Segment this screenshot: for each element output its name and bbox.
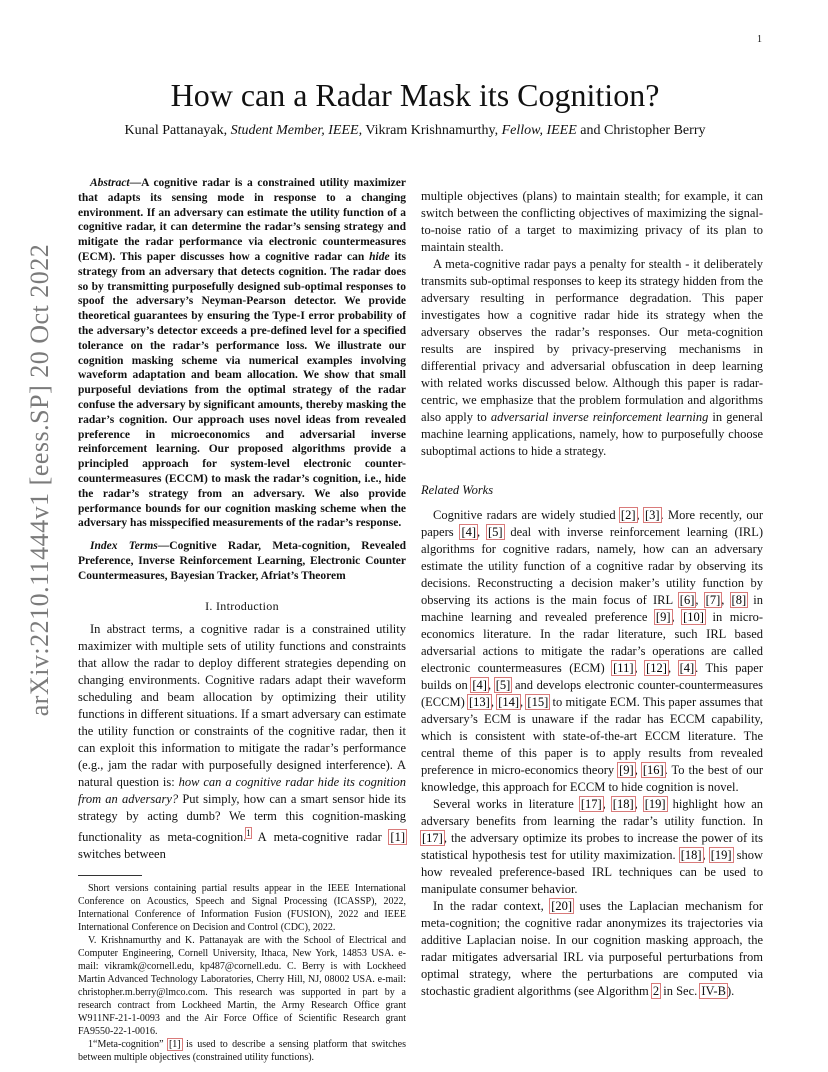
footnote-divider [78, 875, 142, 876]
paragraph-text: , [634, 797, 644, 811]
paragraph-text: and develops electronic counter-countermeasures (ECCM) [421, 678, 764, 709]
author-1-role: Student Member, IEEE, [230, 123, 363, 138]
footnote-affiliation: V. Krishnamurthy and K. Pattanayak are with the School of Electrical and Computer Engineering, Cornell University, Ithaca, New York, 14853 USA. e-mail: vikramk@cornell.edu, kp487@cornell.edu. C. Berry is with Lockheed Martin Advanced Technology Laboratories, Cherry Hill, NJ, 08002 USA. e-mail: christopher.m.berry@lmco.com. This research was supported in part by a research contract from Lockheed Martin, the Army Research Office grant W911NF-21-1-0093 and the Air Force Office of Scientific Research grant FA9550-22-1-0016. [78, 934, 406, 1037]
paragraph-text: deal with inverse reinforcement learning (IRL) algorithms for cognitive radars, namely, how can an adversary estimate the utility function of a cognitive radar by observing its decisions. Reconstructing a decision maker’s utility function by observing its actions is the main focus of IRL [421, 525, 764, 607]
paragraph-text: , [634, 661, 646, 675]
citation-link[interactable]: [17] [422, 831, 443, 845]
citation-link[interactable]: [19] [710, 848, 732, 862]
paragraph-text: Several works in literature [433, 797, 580, 811]
footnote-3-text-2: is used to describe a sensing platform that switches between multiple objectives (constrained utility functions). [78, 1038, 406, 1063]
index-terms-label: Index Terms [90, 540, 158, 553]
author-2: Vikram Krishnamurthy, [365, 123, 499, 138]
citation-link[interactable]: [9] [655, 610, 671, 624]
citation-link[interactable]: [20] [551, 899, 573, 913]
footnote-link-1[interactable]: 1 [246, 827, 251, 838]
abstract-text-2: its strategy from an adversary that detects cognition. The radar does so by transmitting purposefully designed sub-optimal responses to spoof the adversary’s Neyman-Pearson detector. We provide theoretical guarantees by ensuring the Type-I error probability of the adversary’s detector exceeds a pre-defined level for a specified tolerance on the radar’s performance loss. We illustrate our cognition masking scheme via numerical examples involving waveform adaptation and beam allocation. We show that small purposeful deviations from the optimal strategy of the radar confuse the adversary by significant amounts, thereby masking the radar’s cognition. Our approach uses novel ideas from revealed preference in microeconomics and adversarial inverse reinforcement learning. Our proposed algorithms provide a principled approach for system-level electronic counter-countermeasures (ECCM) to mask the radar’s cognition, i.e., hide the radar’s strategy from an adversary. We also provide performance bounds for our cognition masking scheme when the adversary has misspecified measurements of the radar’s response. [78, 250, 407, 530]
abstract [78, 176, 406, 531]
right-column [421, 188, 763, 1000]
related-paragraph-3 [421, 898, 763, 1000]
paragraph-text: , [634, 763, 642, 777]
citation-link[interactable]: [7] [705, 593, 721, 607]
subsection-related-works: Related Works [421, 483, 494, 497]
paragraph-text: , [721, 593, 731, 607]
paragraph-text: uses the Laplacian mechanism for meta-cognition; the cognitive radar anonymizes its trajectories via additive Laplacian noise. In our cognition masking approach, the radar mitigates adversarial IRL via purposeful perturbations from optimal strategy, where the perturbations are computed via stochastic gradient algorithms (see Algorithm [421, 899, 764, 998]
paper-title: How can a Radar Mask its Cognition? [170, 77, 660, 113]
citation-link[interactable]: [17] [580, 797, 602, 811]
author-2-role: Fellow, IEEE [501, 123, 577, 138]
author-3: and Christopher Berry [580, 123, 706, 138]
citation-link[interactable]: [3] [644, 508, 660, 522]
index-terms [78, 539, 406, 583]
citation-link[interactable]: [12] [646, 661, 667, 675]
page-number: 1 [757, 34, 762, 45]
citation-link[interactable]: [5] [495, 678, 511, 692]
citation-link[interactable]: [10] [683, 610, 704, 624]
citation-link[interactable]: [14] [498, 695, 520, 709]
related-paragraph-2 [421, 796, 763, 898]
citation-link[interactable]: [1] [168, 1038, 181, 1050]
citation-link[interactable]: [2] [620, 508, 636, 522]
citation-link[interactable]: [16] [642, 763, 664, 777]
author-list [70, 122, 760, 140]
paragraph-text: to mitigate ECM. This paper assumes that adversary’s ECM is unaware if the radar has ECCM capability, which is consistent with state-of-the-art ECCM literature. The central theme of this paper is to apply results from revealed preference in micro-economics theory [421, 695, 764, 777]
paragraph-text: , [477, 525, 487, 539]
paragraph-text: , [520, 695, 527, 709]
citation-link[interactable]: [11] [613, 661, 634, 675]
cross-reference-link[interactable]: IV-B [701, 984, 726, 998]
intro-text-2: Put simply, how can a smart sensor hide its strategy by acting dumb? We term this cognition-masking functionality as meta-cognition. [78, 791, 406, 844]
right-paragraph-2 [421, 256, 763, 460]
paragraph-text: ). [726, 984, 735, 998]
paragraph-text: in micro-economics literature. In the radar literature, such IRL based adversarial actions to mitigate the radar’s operations are called electronic countermeasures (ECM) [421, 610, 764, 675]
right-p2-emphasis: adversarial inverse reinforcement learning [490, 410, 709, 424]
section-heading-introduction: I. Introduction [205, 598, 279, 613]
right-p2-text-2: in general machine learning applications, namely, how to purposefully choose suboptimal actions to hide a strategy. [421, 410, 763, 458]
citation-link[interactable]: [6] [679, 593, 695, 607]
footnote-3-text: 1“Meta-cognition” [88, 1038, 168, 1050]
paragraph-text: , [636, 508, 644, 522]
related-paragraph-1 [421, 507, 763, 796]
citation-link[interactable]: [1] [390, 829, 405, 844]
paragraph-text: in machine learning and revealed preference [421, 593, 763, 624]
author-1: Kunal Pattanayak, [124, 123, 228, 138]
cross-reference-link[interactable]: 2 [652, 984, 660, 998]
paragraph-text: , [487, 678, 495, 692]
paragraph-text: . More recently, our papers [421, 508, 763, 539]
paragraph-text: Cognitive radars are widely studied [433, 508, 620, 522]
footnote-conference: Short versions containing partial results appear in the IEEE International Conference on Acoustics, Speech and Signal Processing (ICASSP), 2022, International Conference of Information Fusion (FUSION), 2022 and IEEE International Conference on Decision and Control (CDC), 2022. [78, 882, 406, 933]
paragraph-text: in Sec. [660, 984, 701, 998]
abstract-label: Abstract [90, 177, 130, 189]
citation-link[interactable]: [18] [680, 848, 702, 862]
citation-link[interactable]: [4] [472, 678, 487, 692]
left-column [78, 176, 406, 1064]
paragraph-text: In the radar context, [433, 899, 551, 913]
paragraph-text: highlight how an adversary benefits from learning the radar’s utility function. In [421, 797, 764, 828]
intro-text-3: A meta-cognitive radar [250, 829, 390, 844]
citation-link[interactable]: [5] [487, 525, 503, 539]
paragraph-text: , [667, 661, 679, 675]
right-p2-text: A meta-cognitive radar pays a penalty for stealth - it deliberately transmits sub-optimal responses to keep its strategy hidden from the adversary resulting in performance degradation. This paper investigates how a cognitive radar hide its strategy when the adversary observes the radar’s responses. Our meta-cognition results are inspired by privacy-preserving mechanisms in differential privacy and adversarial obfuscation in deep learning with related works discussed below. Although this paper is radar-centric, we emphasize that the problem formulation and algorithms also apply to [421, 257, 763, 424]
citation-link[interactable]: [13] [469, 695, 490, 709]
paragraph-text: , [702, 848, 710, 862]
intro-emphasis: how can a cognitive radar hide its cognition from an adversary? [78, 774, 406, 806]
paragraph-text: , [671, 610, 683, 624]
intro-text-4: switches between [78, 846, 166, 861]
citation-link[interactable]: [4] [679, 661, 695, 675]
paragraph-text: , the adversary optimize its probes to increase the power of its statistical hypothesis test for utility maximization. [421, 831, 763, 862]
abstract-text: —A cognitive radar is a constrained utility maximizer that adapts its sensing mode in response to a changing environment. If an adversary can estimate the utility function of a cognitive radar, it can determine the radar’s sensing strategy and mitigate the radar performance via electronic countermeasures (ECM). This paper discusses how a cognitive radar can [78, 177, 406, 263]
paragraph-text: , [602, 797, 612, 811]
citation-link[interactable]: [8] [731, 593, 747, 607]
citation-link[interactable]: [9] [619, 763, 634, 777]
intro-text: In abstract terms, a cognitive radar is a constrained utility maximizer with multiple sets of utility functions and constraints that allow the radar to deploy different strategies depending on changing environments. Cognitive radars adapt their waveform scheduling and beam allocation by optimizing their utility functions in different situations. If a smart adversary can estimate the utility function or constraints of the cognitive radar, then it can exploit this information to mitigate the radar’s performance (e.g., jam the radar with purposefully designed interference). A natural question is: [78, 621, 406, 789]
arxiv-stamp [16, 243, 64, 717]
citation-link[interactable]: [19] [644, 797, 666, 811]
citation-link[interactable]: [15] [527, 695, 549, 709]
citation-link[interactable]: [18] [612, 797, 634, 811]
arxiv-stamp-text: arXiv:2210.11444v1 [eess.SP] 20 Oct 2022 [25, 243, 54, 717]
paragraph-text: . To the best of our knowledge, this approach for ECCM to hide cognition is novel. [421, 763, 763, 794]
footnote-metacognition [78, 1038, 406, 1064]
intro-paragraph [78, 621, 406, 863]
paragraph-text: , [695, 593, 705, 607]
index-terms-text: —Cognitive Radar, Meta-cognition, Revealed Preference, Inverse Reinforcement Learning, Electronic Counter Countermeasures, Bayesian Tracker, Afriat’s Theorem [78, 540, 406, 582]
citation-link[interactable]: [4] [461, 525, 477, 539]
paragraph-text: . This paper builds on [421, 661, 763, 692]
right-paragraph-1: multiple objectives (plans) to maintain stealth; for example, it can switch between the conflicting objectives of maximizing the signal-to-noise ratio of a target to maximizing privacy of its plan to maintain stealth. [421, 189, 763, 254]
paragraph-text: , [490, 695, 498, 709]
paragraph-text: show how revealed preference-based IRL techniques can be used to manipulate consumer behavior. [421, 848, 763, 896]
abstract-emphasis: hide [369, 250, 390, 263]
